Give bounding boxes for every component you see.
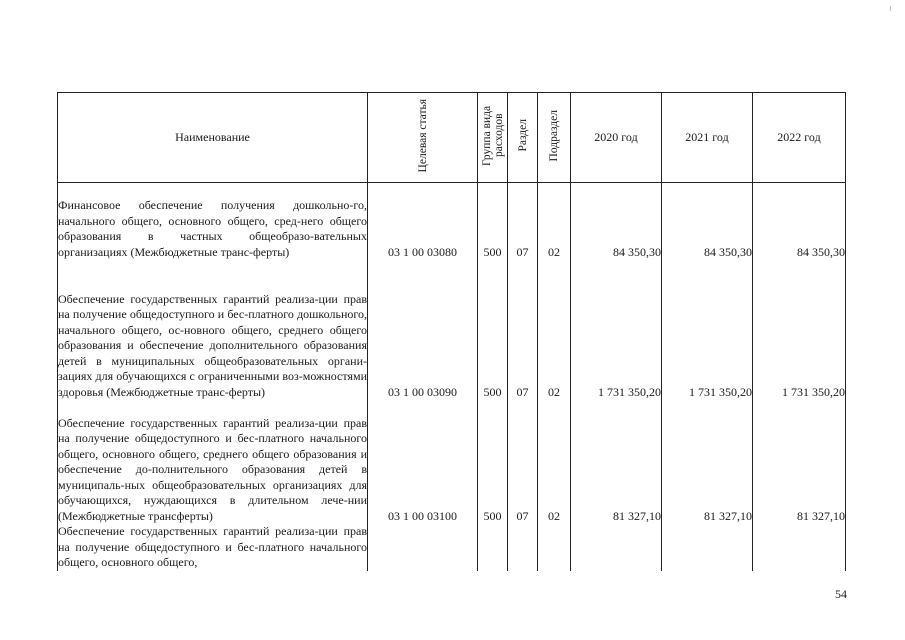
table-row <box>58 183 846 261</box>
budget-table <box>57 92 846 571</box>
header-target-article: Целевая статья <box>368 93 478 183</box>
row-name: Обеспечение государственных гарантий реализа-ции прав на получение общедоступного и бес-платного начального общего, основного общего, среднего общего образования и обеспечение до-полнительного образования детей в муниципаль-ных общеобразовательных организациях для обучающихся, нуждающихся в длительном лече-нии (Межбюджетные трансферты) <box>58 400 368 524</box>
row-article: 03 1 00 03080 <box>368 183 478 261</box>
header-expense-group: Группа вида расходов <box>478 93 508 183</box>
header-year-2021: 2021 год <box>662 93 753 183</box>
row-article: 03 1 00 03090 <box>368 260 478 400</box>
row-2021: 84 350,30 <box>662 183 753 261</box>
header-section: Раздел <box>508 93 538 183</box>
row-group: 500 <box>478 400 508 524</box>
header-subsection: Подраздел <box>538 93 571 183</box>
row-2022: 81 327,10 <box>753 400 846 524</box>
row-section: 07 <box>508 183 538 261</box>
row-2020: 84 350,30 <box>571 183 662 261</box>
row-2020: 1 731 350,20 <box>571 260 662 400</box>
table-row <box>58 524 846 571</box>
header-year-2020: 2020 год <box>571 93 662 183</box>
header-name: Наименование <box>58 93 368 183</box>
page-number: 54 <box>835 587 847 601</box>
table-row <box>58 400 846 524</box>
row-name: Обеспечение государственных гарантий реализа-ции прав на получение общедоступного и бес-платного начального общего, основного общего, <box>58 524 367 569</box>
row-subsection: 02 <box>538 183 571 261</box>
row-2022: 84 350,30 <box>753 183 846 261</box>
row-subsection: 02 <box>538 260 571 400</box>
row-subsection: 02 <box>538 400 571 524</box>
row-article: 03 1 00 03100 <box>368 400 478 524</box>
header-year-2022: 2022 год <box>753 93 846 183</box>
row-group: 500 <box>478 260 508 400</box>
row-group: 500 <box>478 183 508 261</box>
row-section: 07 <box>508 400 538 524</box>
row-2020: 81 327,10 <box>571 400 662 524</box>
table-header-row <box>58 93 846 183</box>
row-name: Обеспечение государственных гарантий реализа-ции прав на получение общедоступного и бес-платного дошкольного, начального общего, ос-новного общего, среднего общего образования и обеспечение дополнительного образования детей в муниципальных общеобразовательных органи-зациях для обучающихся с ограниченными воз-можностями здоровья (Межбюджетные транс-ферты) <box>58 260 368 400</box>
row-2021: 81 327,10 <box>662 400 753 524</box>
row-section: 07 <box>508 260 538 400</box>
page-edge-mark <box>890 6 891 11</box>
table-row <box>58 260 846 400</box>
row-2022: 1 731 350,20 <box>753 260 846 400</box>
row-name: Финансовое обеспечение получения дошкольно-го, начального общего, основного общего, сред-него общего образования в частных общеобразо-вательных организациях (Межбюджетные транс-ферты) <box>58 183 368 261</box>
row-2021: 1 731 350,20 <box>662 260 753 400</box>
